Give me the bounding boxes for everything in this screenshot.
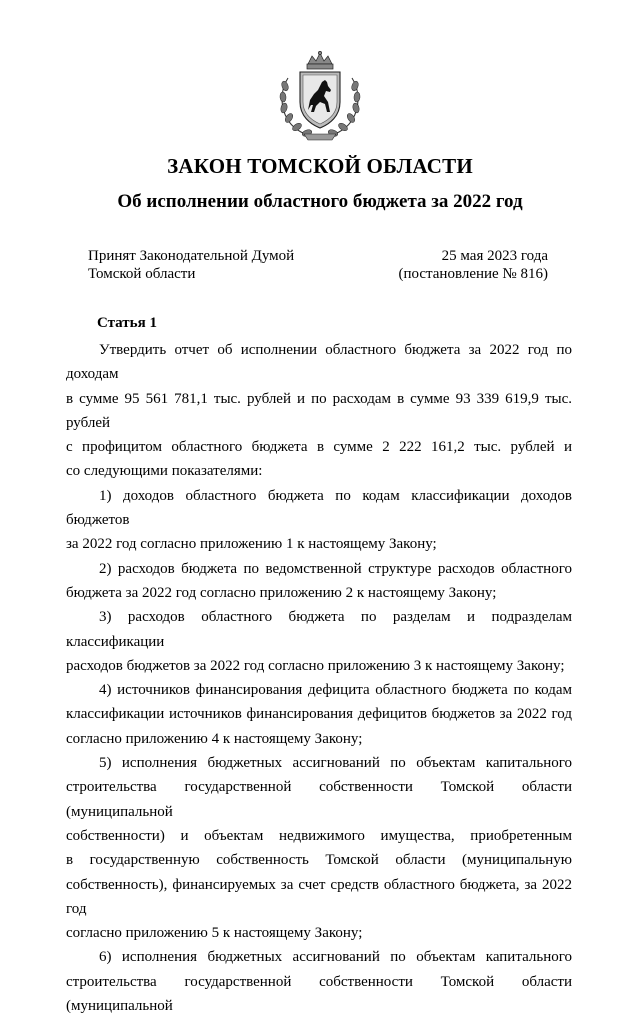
paragraph-line: строительства государственной собственности Томской области (муниципальной — [66, 779, 572, 820]
paragraph-line: собственности) и объектам недвижимого имущества, приобретенным — [66, 827, 572, 844]
paragraph-line: Утвердить отчет об исполнении областного бюджета за 2022 год по доходам — [66, 342, 572, 383]
article-paragraph — [66, 678, 572, 751]
paragraph-line: 5) исполнения бюджетных ассигнований по объектам капитального — [99, 755, 572, 772]
law-title: ЗАКОН ТОМСКОЙ ОБЛАСТИ — [167, 154, 473, 178]
article-paragraph — [66, 945, 572, 1018]
paragraph-line: с профицитом областного бюджета в сумме 2 222 161,2 тыс. рублей и — [66, 439, 572, 456]
article-paragraph — [66, 484, 572, 557]
adopted-by — [88, 247, 294, 283]
article-body — [66, 338, 572, 1018]
paragraph-line: 2) расходов бюджета по ведомственной структуре расходов областного — [99, 560, 572, 577]
paragraph-line: 6) исполнения бюджетных ассигнований по объектам капитального — [99, 949, 572, 966]
paragraph-line: 4) источников финансирования дефицита областного бюджета по кодам — [99, 682, 572, 699]
paragraph-line: расходов бюджетов за 2022 год согласно приложению 3 к настоящему Закону; — [66, 657, 565, 674]
paragraph-line: строительства государственной собственности Томской области (муниципальной — [66, 973, 572, 1015]
paragraph-line: классификации источников финансирования дефицитов бюджетов за 2022 год — [66, 706, 572, 723]
article-heading: Статья 1 — [97, 315, 157, 331]
paragraph-line: со следующими показателями: — [66, 463, 263, 480]
paragraph-line: за 2022 год согласно приложению 1 к настоящему Закону; — [66, 536, 437, 553]
paragraph-line: согласно приложению 4 к настоящему Закону; — [66, 730, 363, 747]
resolution-number: (постановление № 816) — [398, 266, 548, 282]
adopted-date: 25 мая 2023 года — [441, 248, 548, 264]
paragraph-line: собственность), финансируемых за счет средств областного бюджета, за 2022 год — [66, 876, 572, 917]
article-paragraph — [66, 605, 572, 678]
adopted-by-line: Томской области — [88, 266, 196, 282]
article-paragraph — [66, 338, 572, 484]
adoption-date — [398, 247, 548, 283]
paragraph-line: 1) доходов областного бюджета по кодам классификации доходов бюджетов — [66, 487, 572, 529]
law-subtitle: Об исполнении областного бюджета за 2022 год — [117, 191, 523, 212]
article-paragraph — [66, 557, 572, 606]
coat-of-arms-icon — [274, 50, 366, 144]
adopted-by-line: Принят Законодательной Думой — [88, 248, 295, 264]
paragraph-line: 3) расходов областного бюджета по разделам и подразделам классификации — [66, 609, 572, 650]
paragraph-line: в сумме 95 561 781,1 тыс. рублей и по расходам в сумме 93 339 619,9 тыс. рублей — [66, 390, 572, 431]
paragraph-line: согласно приложению 5 к настоящему Закону; — [66, 925, 363, 942]
paragraph-line: бюджета за 2022 год согласно приложению 2 к настоящему Закону; — [66, 584, 497, 601]
paragraph-line: в государственную собственность Томской области (муниципальную — [66, 852, 572, 869]
article-paragraph — [66, 751, 572, 945]
